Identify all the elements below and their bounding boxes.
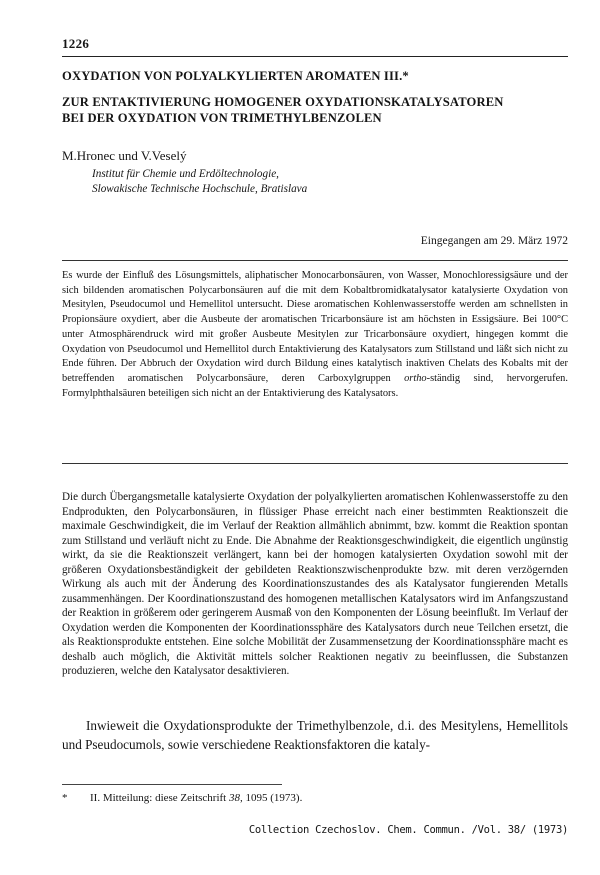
article-title-line-1: OXYDATION VON POLYALKYLIERTEN AROMATEN III.* xyxy=(62,69,409,83)
footnote-rule xyxy=(62,784,282,785)
body-paragraph-1: Die durch Übergangsmetalle katalysierte Oxydation der polyalkylierten aromatischen Kohlenwasserstoffe zu den Endprodukten, den Polycarbonsäuren, in flüssiger Phase erreicht nach einer bestimmten Reaktionszeit die maximale Geschwindigkeit, die im Verlauf der Reaktion allmählich abnimmt, bzw. kommt die Reaktion spontan zum Stillstand und verläuft nicht zu Ende. Die Abnahme der Reaktionsgeschwindigkeit, die eigentlich ungünstig wirkt, da sie die Reaktionszeit verlängert, kann bei der homogen katalysierten Oxydation sowohl mit der größeren Oxydationsbeständigkeit der gebildeten Reaktionszwischenprodukte bzw. mit deren verzögernden Wirkung als auch mit der Änderung des Koordinationszustandes des als Katalysator fungierenden Metalls zusammenhängen. Der Koordinationszustand des homogenen metallischen Katalysators wird im Anfangszustand der Reaktion in größerem oder geringerem Ausmaß von den Komponenten der Lösung beeinflußt. Im Verlauf der Oxydation werden die Komponenten der Koordinationssphäre des Katalysators durch neue Teilchen ersetzt, die als Reaktionsprodukte entstehen. Eine solche Mobilität der Zusammensetzung der Koordinationssphäre macht es deshalb auch möglich, die Aktivität mittels solcher Reaktionen negativ zu beeinflussen, die Substanzen produzieren, welche den Katalysator desaktivieren. xyxy=(62,491,568,677)
authors: M.Hronec und V.Veselý xyxy=(62,148,187,163)
article-title-line-2: ZUR ENTAKTIVIERUNG HOMOGENER OXYDATIONSKATALYSATOREN xyxy=(62,95,504,109)
footnote: * II. Mitteilung: diese Zeitschrift 38, 1095 (1973). xyxy=(62,792,303,804)
header-rule xyxy=(62,56,568,57)
abstract-bottom-rule xyxy=(62,463,568,464)
article-title-line-3: BEI DER OXYDATION VON TRIMETHYLBENZOLEN xyxy=(62,111,382,125)
journal-citation: Collection Czechoslov. Chem. Commun. /Vol. 38/ (1973) xyxy=(248,824,568,836)
affiliation-line-1: Institut für Chemie und Erdöltechnologie, xyxy=(92,168,279,180)
abstract-top-rule xyxy=(62,260,568,261)
affiliation-line-2: Slowakische Technische Hochschule, Bratislava xyxy=(92,183,308,195)
received-date: Eingegangen am 29. März 1972 xyxy=(420,235,568,247)
abstract-italic-ortho: ortho xyxy=(404,372,427,384)
page-number: 1226 xyxy=(62,36,90,51)
body-paragraph-2: Inwieweit die Oxydationsprodukte der Trimethylbenzole, d.i. des Mesitylens, Hemellitols und Pseudocumols, sowie verschiedene Reaktionsfaktoren die kataly- xyxy=(62,718,568,752)
abstract: Es wurde der Einfluß des Lösungsmittels, aliphatischer Monocarbonsäuren, von Wasser, Monochloressigsäure und der sich bildenden aromatischen Polycarbonsäuren auf die mit dem Kobaltbromidkatalysator katalysierte Oxydation von Mesitylen, Pseudocumol und Hemellitol untersucht. Diese aromatischen Kohlenwasserstoffe werden am schnellsten in Propionsäure oxydiert, aber die Ausbeute der aromatischen Tricarbonsäure ist am höchsten in Essigsäure. Bei 100°C unter Atmosphärendruck wird mit großer Ausbeute Mesitylen zur Tricarbonsäure oxydiert, hingegen kommt die Oxydation von Pseudocumol und Hemellitol durch Entaktivierung des Katalysators zum Stillstand und läßt sich nicht zu Ende führen. Der Abbruch der Oxydation wird durch Bildung eines katalytisch inaktiven Chelats des Kobalts mit der betreffenden aromatischen Polycarbonsäure, deren Carboxylgruppen ortho-ständig sind, hervorgerufen. Formylphthalsäuren beteiligen sich nicht an der Entaktivierung des Katalysators. xyxy=(62,270,568,399)
footnote-marker: * xyxy=(62,792,68,804)
